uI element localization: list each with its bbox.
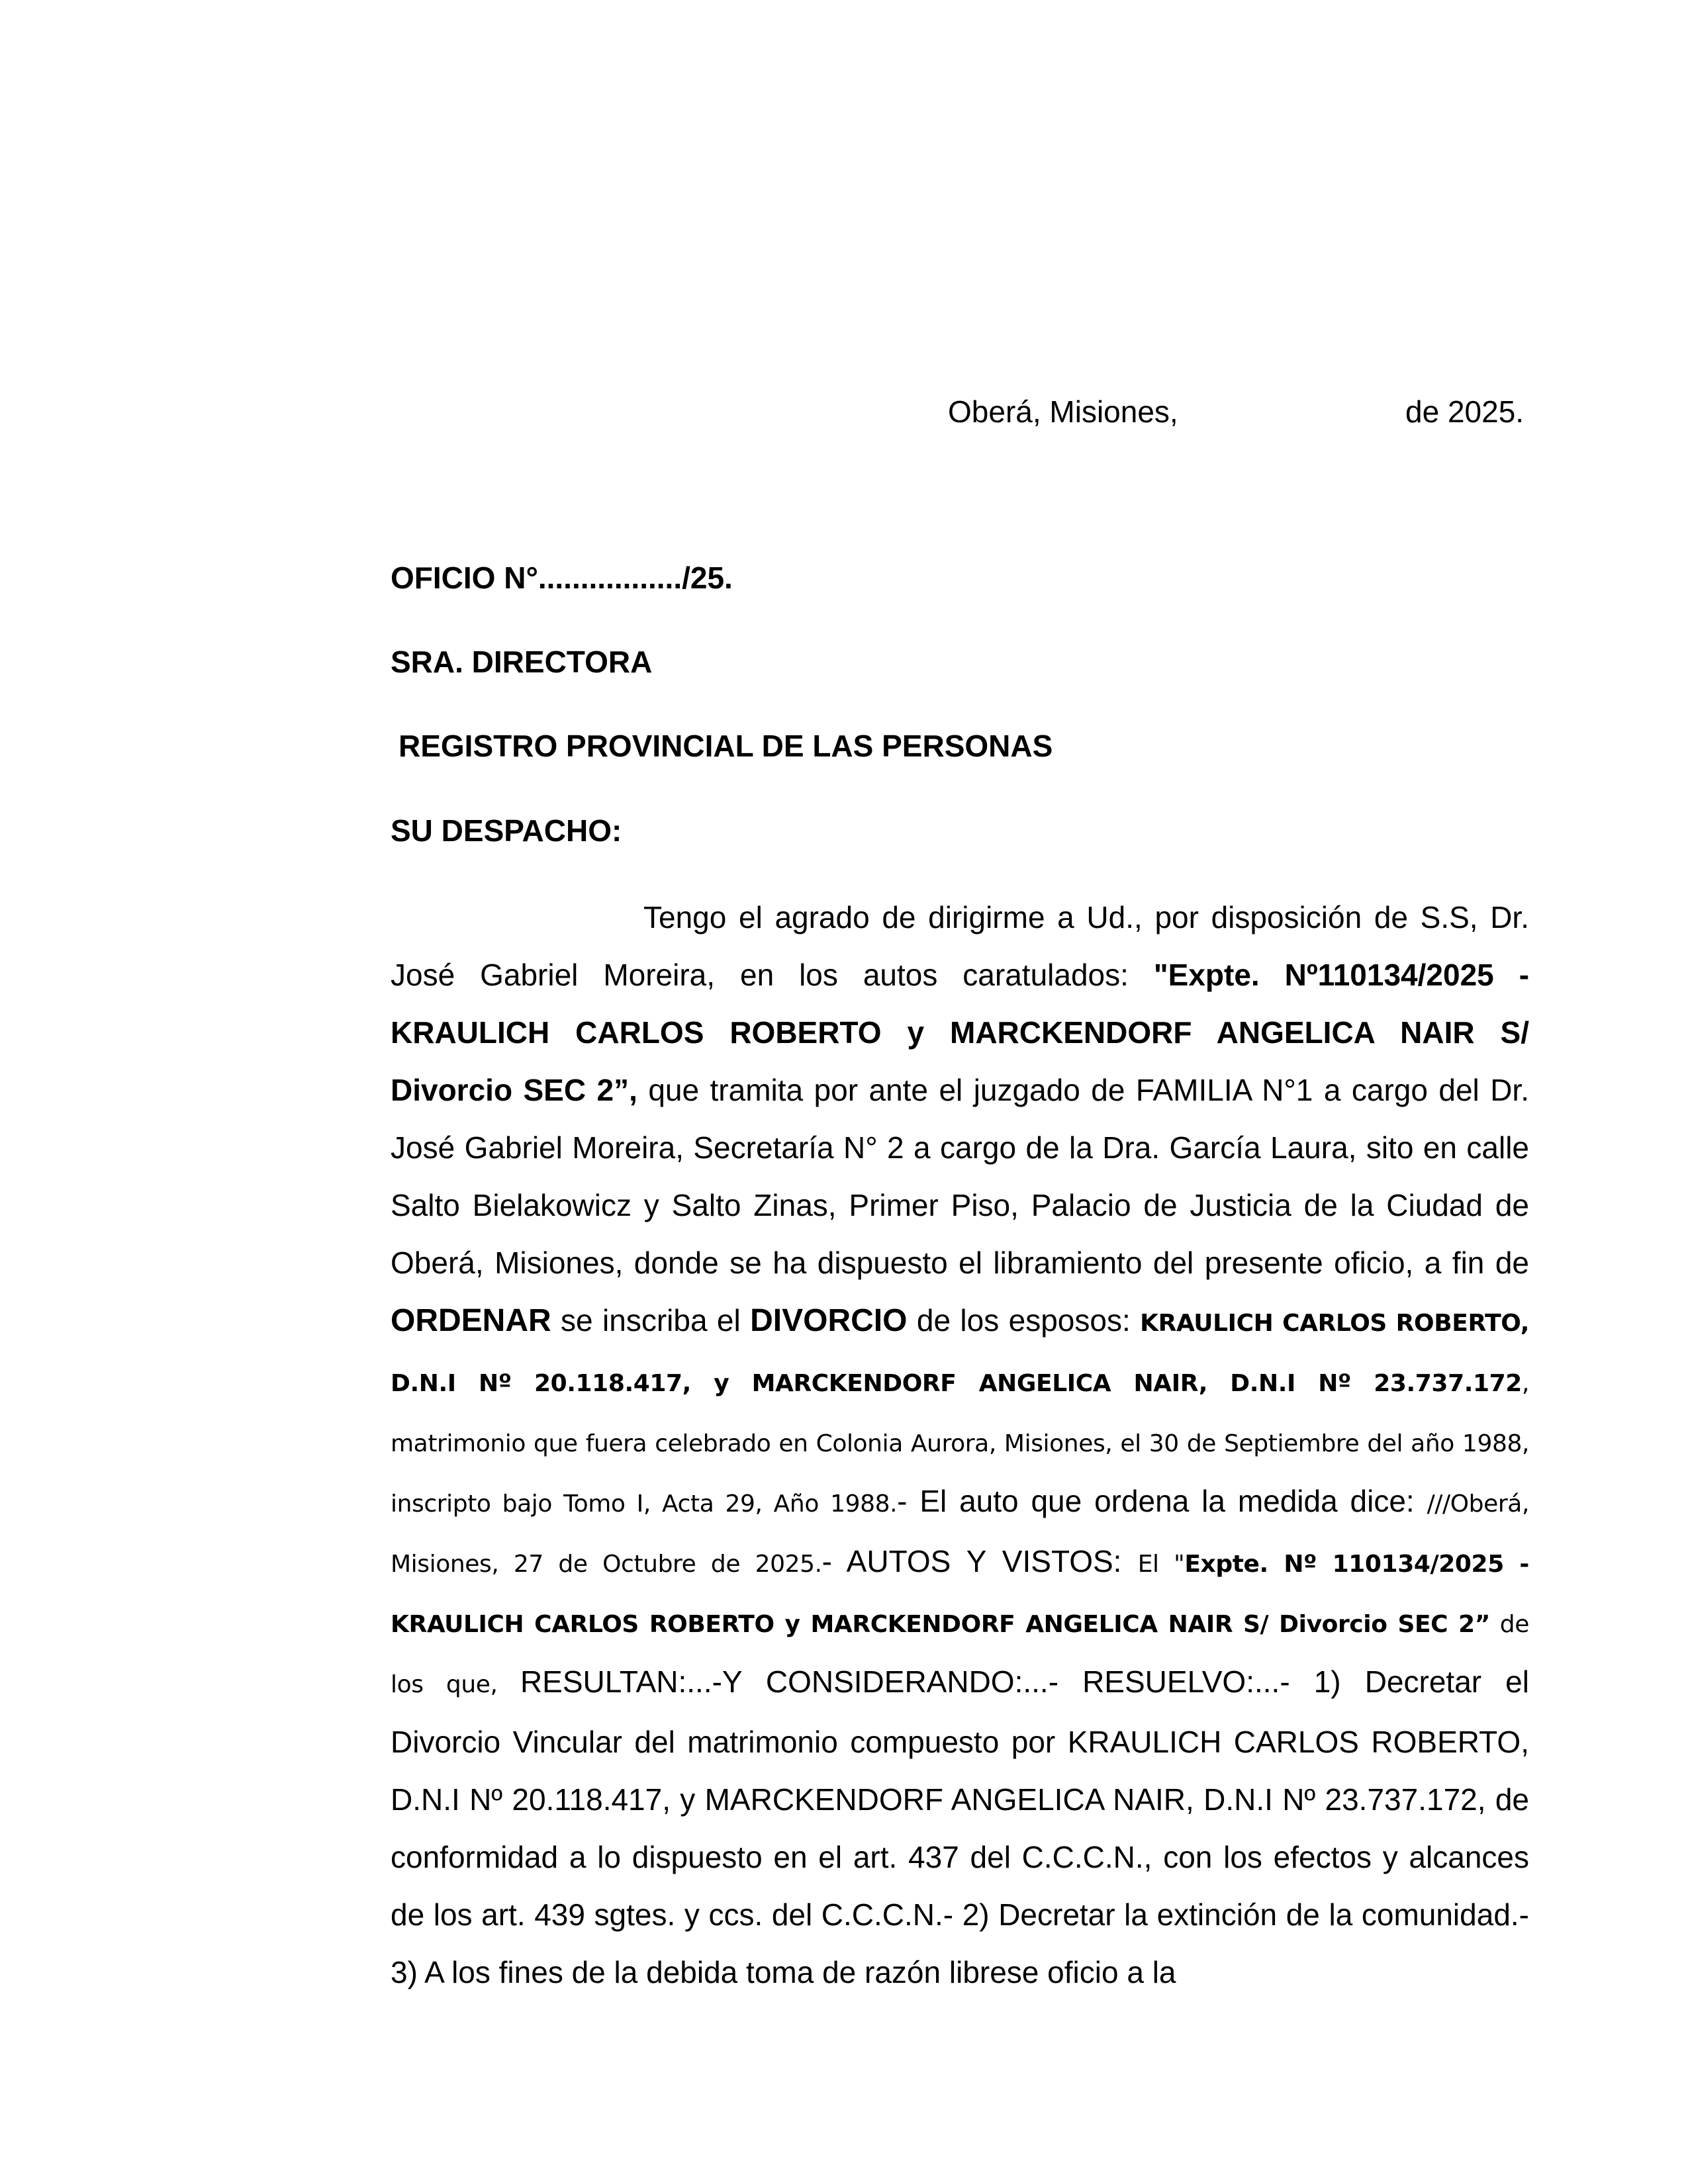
order-date: ///Oberá, Misiones, 27 de Octubre de 2025. <box>391 1490 1529 1578</box>
case-prefix: El " <box>1137 1551 1185 1578</box>
case-caption: "Expte. Nº110134/2025 - KRAULICH CARLOS ROBERTO y MARCKENDORF ANGELICA NAIR S/ Divorcio SEC 2”, <box>391 958 1530 1107</box>
autos-vistos: - AUTOS Y VISTOS: <box>821 1544 1138 1578</box>
court-details: que tramita por ante el juzgado de FAMILIA N°1 a cargo del Dr. José Gabriel Moreira, Secretaría N° 2 a cargo de la Dra. García Laura, sito en calle Salto Bielakowicz y Salto Zinas, Primer Piso, Palacio de Justicia de la Ciudad de Oberá, Misiones, donde se ha dispuesto el libramiento del presente oficio, a fin de <box>391 1073 1529 1280</box>
case-caption-quoted: Expte. Nº 110134/2025 - KRAULICH CARLOS ROBERTO y MARCKENDORF ANGELICA NAIR S/ Divorcio SEC 2” <box>391 1551 1529 1638</box>
date-place: Oberá, Misiones, <box>948 394 1178 429</box>
resolution-text: RESULTAN:...-Y CONSIDERANDO:...- RESUELVO:...- 1) Decretar el Divorcio Vincular del matrimonio compuesto por KRAULICH CARLOS ROBERTO, D.N.I Nº 20.118.417, y MARCKENDORF ANGELICA NAIR, D.N.I Nº 23.737.172, de conformidad a lo dispuesto en el art. 437 del C.C.C.N., con los efectos y alcances de los art. 439 sgtes. y ccs. del C.C.C.N.- 2) Decretar la extinción de la comunidad.- 3) A los fines de la debida toma de razón librese oficio a la <box>391 1664 1529 1989</box>
case-suffix: de los que, <box>391 1611 1529 1698</box>
order-connector: se inscriba el <box>551 1303 751 1338</box>
marriage-details: , matrimonio que fuera celebrado en Colonia Aurora, Misiones, el 30 de Septiembre del año 1988, inscripto bajo Tomo I, Acta 29, Año 1988. <box>391 1370 1529 1518</box>
date-year: de 2025. <box>1405 394 1524 429</box>
body-intro: Tengo el agrado de dirigirme a Ud., por disposición de S.S, Dr. José Gabriel Moreira, en los autos caratulados: <box>391 900 1529 992</box>
spouses-names: KRAULICH CARLOS ROBERTO, D.N.I Nº 20.118.417, y MARCKENDORF ANGELICA NAIR, D.N.I Nº 23.737.172 <box>391 1310 1529 1397</box>
institution-name: REGISTRO PROVINCIAL DE LAS PERSONAS <box>399 729 1053 763</box>
order-keyword: ORDENAR <box>391 1303 551 1338</box>
oficio-number: OFICIO N°................./25. <box>391 561 733 595</box>
salutation: SU DESPACHO: <box>391 813 622 848</box>
addressee-title: SRA. DIRECTORA <box>391 645 653 679</box>
order-intro: - El auto que ordena la medida dice: <box>897 1484 1427 1518</box>
body-paragraph <box>391 889 1529 2001</box>
spouses-connector: de los esposos: <box>907 1303 1141 1338</box>
divorce-keyword: DIVORCIO <box>750 1303 908 1338</box>
